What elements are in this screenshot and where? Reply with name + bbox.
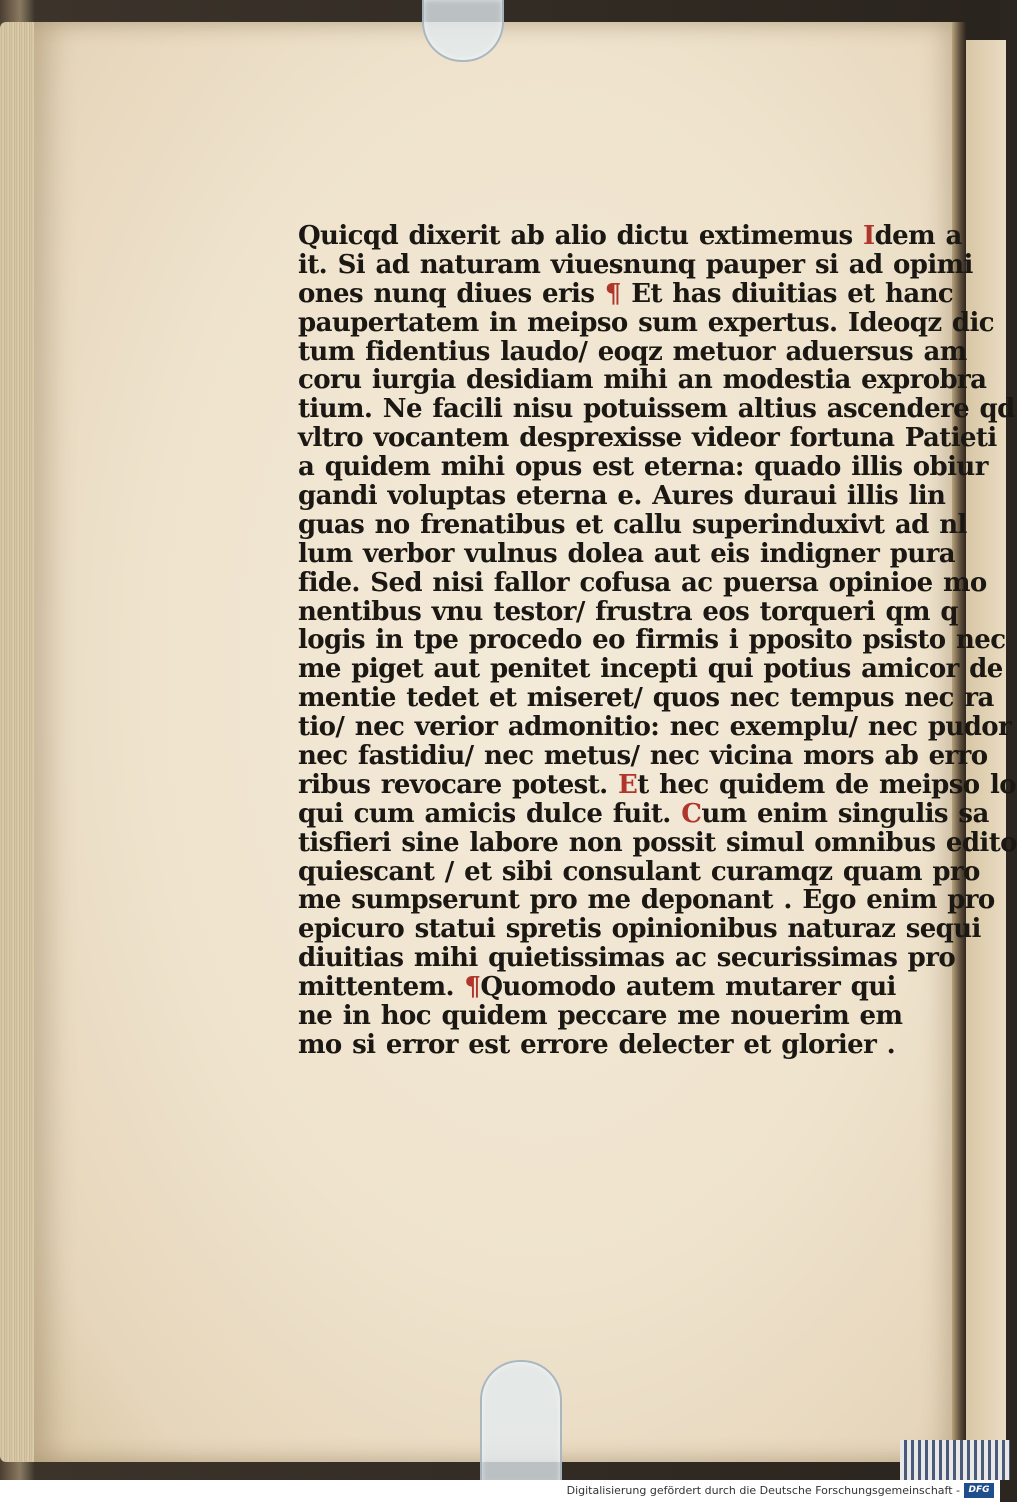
text-segment: me sumpserunt pro me deponant . Ego enim pro	[298, 885, 995, 916]
text-line	[298, 336, 967, 367]
text-line	[298, 683, 994, 714]
text-line	[298, 278, 954, 309]
text-segment: logis in tpe procedo eo firmis i pposito psisto nec	[298, 625, 1006, 656]
text-segment: diuitias mihi quietissimas ac securissimas pro	[298, 943, 956, 974]
text-segment: Et has diuitias et hanc	[620, 278, 954, 309]
text-line	[298, 827, 1017, 858]
text-segment: a quidem mihi opus est eterna: quado illis obiur	[298, 452, 988, 483]
rubric-mark: C	[681, 798, 702, 829]
text-segment: t hec quidem de meipso lo	[637, 769, 1017, 800]
text-segment: me piget aut penitet incepti qui potius amicor de	[298, 654, 1003, 685]
text-segment: tio/ nec verior admonitio: nec exemplu/ nec pudor	[298, 712, 1012, 743]
text-segment: nentibus vnu testor/ frustra eos torqueri qm q	[298, 596, 958, 627]
footer-credit: Digitalisierung gefördert durch die Deutsche Forschungsgemeinschaft -	[566, 1484, 960, 1497]
text-segment: ribus revocare potest.	[298, 769, 619, 800]
text-line	[298, 307, 995, 338]
text-line	[298, 394, 1015, 425]
bottom-page-clip	[480, 1360, 562, 1484]
text-line	[298, 596, 958, 627]
text-segment: lum verbor vulnus dolea aut eis indigner pura	[298, 538, 955, 569]
text-line	[298, 1031, 898, 1060]
text-segment: tisfieri sine labore non possit simul omnibus edito	[298, 827, 1017, 858]
text-line	[298, 973, 898, 1002]
text-segment: guas no frenatibus et callu superinduxivt ad nl	[298, 509, 967, 540]
text-segment: ne in hoc quidem peccare me nouerim em	[298, 1001, 903, 1032]
dfg-logo: DFG	[964, 1483, 994, 1498]
rubric-mark: ¶	[464, 972, 481, 1003]
text-segment: coru iurgia desidiam mihi an modestia exprobra	[298, 365, 987, 396]
footer-bar	[0, 1480, 1000, 1502]
text-line	[298, 538, 955, 569]
text-segment: mentie tedet et miseret/ quos nec tempus nec ra	[298, 683, 994, 714]
text-segment: epicuro statui spretis opinionibus naturaz sequi	[298, 914, 981, 945]
text-segment: gandi voluptas eterna e. Aures duraui illis lin	[298, 481, 946, 512]
text-line	[298, 249, 973, 280]
text-segment: mo si error est errore delecter et glorier .	[298, 1029, 896, 1060]
text-line	[298, 221, 962, 251]
rubric-mark: E	[618, 769, 638, 800]
text-segment: it. Si ad naturam viuesnunq pauper si ad opimi	[298, 249, 973, 280]
text-line	[298, 712, 1012, 743]
text-line	[298, 481, 946, 512]
text-line	[298, 423, 997, 454]
text-segment: fide. Sed nisi fallor cofusa ac puersa opinioe mo	[298, 567, 987, 598]
text-segment: um enim singulis sa	[701, 798, 989, 829]
text-line	[298, 914, 981, 945]
text-segment: tum fidentius laudo/ eoqz metuor aduersus am	[298, 336, 967, 367]
text-line	[298, 567, 987, 598]
incunable-text-block	[298, 221, 1017, 1060]
text-line	[298, 509, 967, 540]
text-segment: Quicqd dixerit ab alio dictu extimemus	[298, 221, 864, 251]
text-line	[298, 625, 1006, 656]
text-line	[298, 741, 988, 772]
rubric-mark: ¶	[604, 278, 621, 309]
text-segment: quiescant / et sibi consulant curamqz quam pro	[298, 856, 980, 887]
text-segment: paupertatem in meipso sum expertus. Ideoqz dic	[298, 307, 995, 338]
text-line	[298, 365, 987, 396]
text-line	[298, 769, 1017, 800]
text-segment: mittentem.	[298, 972, 465, 1003]
text-line	[298, 798, 989, 829]
rubric-mark: I	[863, 221, 875, 251]
text-line	[298, 943, 956, 974]
text-line	[298, 885, 995, 916]
text-line	[298, 654, 1003, 685]
text-segment: dem a	[874, 221, 962, 251]
text-segment: qui cum amicis dulce fuit.	[298, 798, 682, 829]
text-line	[298, 1001, 903, 1032]
text-segment: ones nunq diues eris	[298, 278, 605, 309]
text-segment: Quomodo autem mutarer qui	[480, 972, 896, 1003]
text-segment: vltro vocantem desprexisse videor fortuna Patieti	[298, 423, 997, 454]
cloth-background	[900, 1440, 1010, 1480]
text-line	[298, 856, 980, 887]
text-segment: tium. Ne facili nisu potuissem altius ascendere qd	[298, 394, 1015, 425]
text-segment: nec fastidiu/ nec metus/ nec vicina mors ab erro	[298, 741, 988, 772]
text-line	[298, 452, 988, 483]
